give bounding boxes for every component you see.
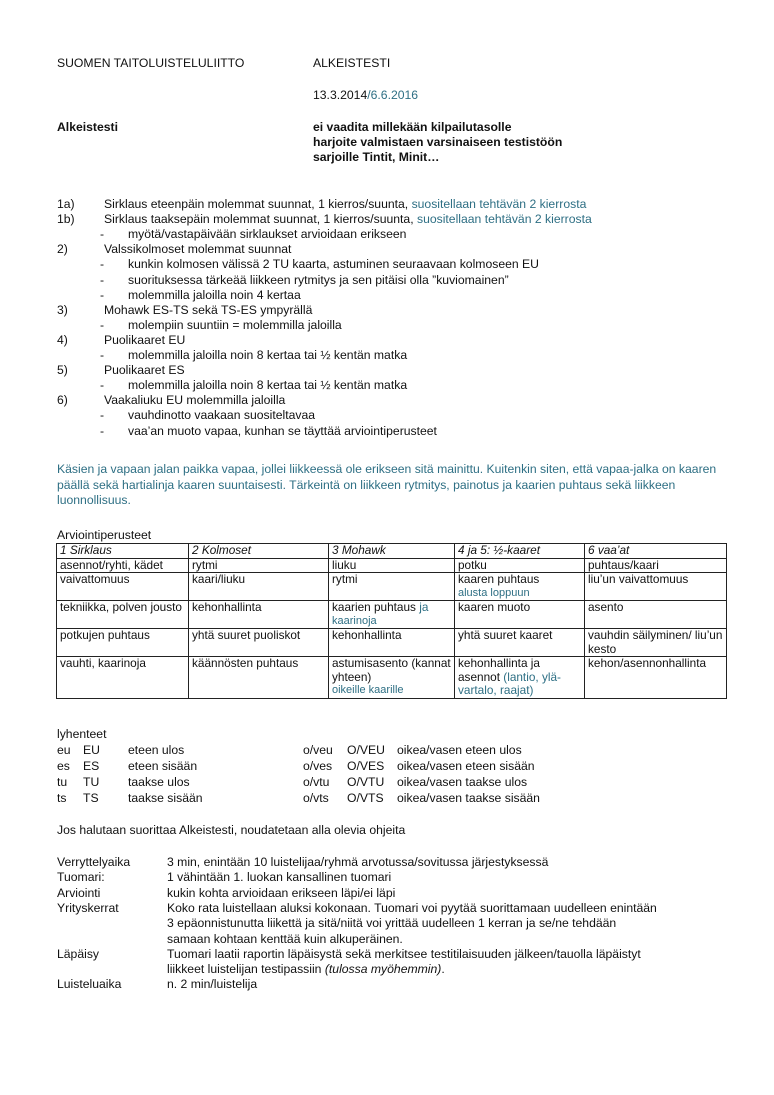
- instruction-label: Arviointi: [57, 885, 101, 900]
- abbreviation-value: oikea/vasen taakse ulos: [397, 775, 528, 789]
- abbreviation-value: taakse ulos: [128, 775, 190, 789]
- criteria-cell-note: ja: [419, 600, 429, 614]
- criteria-cell: tekniikka, polven jousto: [57, 601, 189, 629]
- criteria-cell: kaaren puhtaus alusta loppuun: [455, 573, 585, 601]
- document-date: [313, 88, 418, 102]
- instruction-text: kukin kohta arvioidaan erikseen läpi/ei läpi: [167, 885, 396, 900]
- instruction-text: n. 2 min/luistelija: [167, 977, 258, 992]
- criteria-cell-note: alusta loppuun: [458, 586, 530, 599]
- header-note: ei vaadita millekään kilpailutasolle: [313, 120, 512, 134]
- criteria-column-header: 2 Kolmoset: [189, 544, 329, 559]
- abbreviation-value: TU: [83, 775, 100, 789]
- sub-item-bullet: -: [100, 317, 105, 332]
- sub-item-bullet: -: [100, 348, 105, 362]
- item-text: Sirklaus taaksepäin molemmat suunnat, 1 kierros/suunta, suositellaan tehtävän 2 kierrosta: [104, 212, 592, 227]
- criteria-row: [57, 601, 727, 629]
- criteria-cell: asento: [585, 601, 727, 629]
- item-text: myötä/vastapäivään sirklaukset arvioidaan erikseen: [128, 227, 407, 242]
- criteria-column-header: 3 Mohawk: [329, 544, 455, 559]
- criteria-cell: kehonhallinta: [189, 601, 329, 629]
- item-text: suorituksessa tärkeää liikkeen rytmitys ja sen pitäisi olla ”kuviomainen”: [128, 272, 509, 287]
- criteria-cell: yhtä suuret puoliskot: [189, 629, 329, 657]
- criteria-table: [56, 543, 727, 699]
- abbreviation-value: eteen ulos: [128, 743, 185, 757]
- abbreviation-value: ts: [57, 791, 67, 805]
- criteria-cell: vauhti, kaarinoja: [57, 657, 189, 699]
- item-text: kunkin kolmosen välissä 2 TU kaarta, astuminen seuraavaan kolmoseen EU: [128, 257, 539, 272]
- header-notes: [313, 120, 562, 165]
- criteria-cell: kaaren muoto: [455, 601, 585, 629]
- abbreviation-value: es: [57, 759, 70, 773]
- item-text: Puolikaaret EU: [104, 332, 186, 347]
- abbreviations-caption: lyhenteet: [57, 727, 107, 741]
- sub-item-bullet: -: [100, 378, 105, 393]
- sub-item-bullet: -: [100, 272, 105, 287]
- criteria-cell: potkujen puhtaus: [57, 629, 189, 657]
- criteria-cell: puhtaus/kaari: [585, 558, 727, 573]
- abbreviation-value: O/VES: [347, 759, 385, 773]
- item-recommendation: suositellaan tehtävän 2 kierrosta: [411, 197, 587, 211]
- abbreviation-value: taakse sisään: [128, 791, 203, 805]
- abbreviation-value: tu: [57, 775, 68, 789]
- abbreviation-value: O/VEU: [347, 743, 385, 757]
- item-number: 5): [57, 363, 68, 378]
- criteria-cell: asennot/ryhti, kädet: [57, 558, 189, 573]
- document-type: ALKEISTESTI: [313, 56, 391, 70]
- criteria-cell: kaarien puhtaus ja kaarinoja: [329, 601, 455, 629]
- criteria-row: [57, 573, 727, 601]
- criteria-column-header: 1 Sirklaus: [57, 544, 189, 559]
- item-text: Sirklaus eteenpäin molemmat suunnat, 1 kierros/suunta, suositellaan tehtävän 2 kierrosta: [104, 197, 587, 211]
- criteria-cell: liu’un vaivattomuus: [585, 573, 727, 601]
- instruction-label: Tuomari:: [57, 870, 105, 885]
- abbreviation-value: eu: [57, 743, 71, 757]
- abbreviation-value: o/vtu: [303, 775, 330, 789]
- criteria-cell-note: kaarinoja: [332, 614, 377, 627]
- item-text: vauhdinotto vaakaan suositeltavaa: [128, 408, 316, 423]
- sub-item-bullet: -: [100, 423, 105, 438]
- criteria-row: [57, 657, 727, 699]
- instruction-text: liikkeet luistelijan testipassiin (tulossa myöhemmin).: [167, 962, 445, 977]
- sub-item-bullet: -: [100, 227, 105, 242]
- abbreviation-value: O/VTU: [347, 775, 385, 789]
- instruction-text: 3 min, enintään 10 luistelijaa/ryhmä arvotussa/sovitussa järjestyksessä: [167, 855, 549, 869]
- instruction-label: Verryttelyaika: [57, 855, 131, 869]
- item-number: 1b): [57, 212, 75, 227]
- criteria-cell: vauhdin säilyminen/ liu’un kesto: [585, 629, 727, 657]
- criteria-row: [57, 629, 727, 657]
- abbreviation-value: o/ves: [303, 759, 333, 773]
- instruction-label: Läpäisy: [57, 946, 100, 961]
- criteria-cell: kaari/liuku: [189, 573, 329, 601]
- item-text: molemmilla jaloilla noin 8 kertaa tai ½ kentän matka: [128, 378, 408, 393]
- instruction-label: Yrityskerrat: [57, 900, 119, 915]
- criteria-cell: astumisasento (kannat yhteen) oikeille kaarille: [329, 657, 455, 699]
- abbreviation-value: o/vts: [303, 791, 329, 805]
- item-text: Valssikolmoset molemmat suunnat: [104, 242, 292, 257]
- abbreviation-value: ES: [83, 759, 100, 773]
- instruction-text: samaan kohtaan kenttää kuin alkuperäinen.: [167, 931, 403, 946]
- item-number: 3): [57, 302, 68, 317]
- item-text: Vaakaliuku EU molemmilla jaloilla: [104, 393, 286, 408]
- abbreviation-value: TS: [83, 791, 99, 805]
- instruction-text: Tuomari laatii raportin läpäisystä sekä merkitsee testitilaisuuden jälkeen/tauolla läpäistyt: [167, 946, 641, 961]
- instruction-text: Koko rata luistellaan aluksi kokonaan. Tuomari voi pyytää suorittamaan uudelleen enintään: [167, 900, 657, 915]
- abbreviation-value: o/veu: [303, 743, 333, 757]
- header-note: harjoite valmistaen varsinaiseen testistöön: [313, 135, 563, 149]
- item-text: vaa’an muoto vapaa, kunhan se täyttää arviointiperusteet: [128, 423, 437, 438]
- item-text: Mohawk ES-TS sekä TS-ES ympyrällä: [104, 302, 313, 317]
- item-number: 1a): [57, 197, 75, 211]
- date-original: 13.3.2014: [313, 88, 368, 102]
- item-text: molemmilla jaloilla noin 8 kertaa tai ½ kentän matka: [128, 348, 408, 362]
- date-revised: /6.6.2016: [367, 88, 419, 102]
- item-number: 6): [57, 393, 68, 408]
- organization-name: SUOMEN TAITOLUISTELULIITTO: [57, 56, 245, 70]
- abbreviation-value: O/VTS: [347, 791, 384, 805]
- item-recommendation: suositellaan tehtävän 2 kierrosta: [416, 212, 592, 227]
- instruction-label: Luisteluaika: [57, 977, 122, 992]
- criteria-cell: kehon/asennonhallinta: [585, 657, 727, 699]
- sub-item-bullet: -: [100, 287, 105, 302]
- criteria-cell: rytmi: [329, 573, 455, 601]
- item-text: Puolikaaret ES: [104, 363, 185, 378]
- abbreviation-value: EU: [83, 743, 100, 757]
- criteria-cell: rytmi: [189, 558, 329, 573]
- abbreviation-value: oikea/vasen eteen sisään: [397, 759, 535, 773]
- criteria-caption: Arviointiperusteet: [57, 528, 152, 542]
- criteria-cell-note: (lantio, ylä-vartalo, raajat): [458, 669, 561, 697]
- criteria-cell-note: oikeille kaarille: [332, 684, 404, 696]
- sub-item-bullet: -: [100, 257, 105, 272]
- criteria-column-header: 4 ja 5: ½-kaaret: [455, 544, 585, 559]
- criteria-column-header: 6 vaa’at: [585, 544, 727, 559]
- criteria-cell: käännösten puhtaus: [189, 657, 329, 699]
- sub-item-bullet: -: [100, 408, 105, 423]
- criteria-header-row: [57, 544, 727, 559]
- item-number: 4): [57, 332, 68, 347]
- item-text: molempiin suuntiin = molemmilla jaloilla: [128, 317, 342, 332]
- item-number: 2): [57, 242, 68, 257]
- criteria-cell: yhtä suuret kaaret: [455, 629, 585, 657]
- document-title: Alkeistesti: [57, 120, 118, 134]
- instruction-text: 1 vähintään 1. luokan kansallinen tuomari: [167, 870, 392, 885]
- criteria-cell: kehonhallinta: [329, 629, 455, 657]
- header-note: sarjoille Tintit, Minit…: [313, 150, 440, 164]
- criteria-row: [57, 558, 727, 573]
- instruction-italic-note: (tulossa myöhemmin): [324, 962, 442, 977]
- criteria-cell: potku: [455, 558, 585, 573]
- criteria-cell: kehonhallinta ja asennot (lantio, ylä-vartalo, raajat): [455, 657, 585, 699]
- item-text: molemmilla jaloilla noin 4 kertaa: [128, 287, 301, 302]
- criteria-cell: liuku: [329, 558, 455, 573]
- abbreviation-value: oikea/vasen taakse sisään: [397, 791, 540, 805]
- instruction-text: 3 epäonnistunutta liikettä ja sitä/niitä voi yrittää uudelleen 1 kerran ja se/ne tehdään: [167, 916, 617, 931]
- note-paragraph: Käsien ja vapaan jalan paikka vapaa, jollei liikkeessä ole erikseen sitä mainittu. Kuitenkin siten, että vapaa-jalka on kaaren päällä sekä hartialinja kaaren suuntaisesti. Tärkeintä on liikkeen rytmitys, painotus ja kaarien puhtaus sekä liikkeen luonnollisuus.: [57, 462, 717, 507]
- instructions-intro: Jos halutaan suorittaa Alkeistesti, noudatetaan alla olevia ohjeita: [57, 823, 406, 837]
- criteria-cell: vaivattomuus: [57, 573, 189, 601]
- abbreviation-value: eteen sisään: [128, 759, 198, 773]
- abbreviation-value: oikea/vasen eteen ulos: [397, 743, 522, 757]
